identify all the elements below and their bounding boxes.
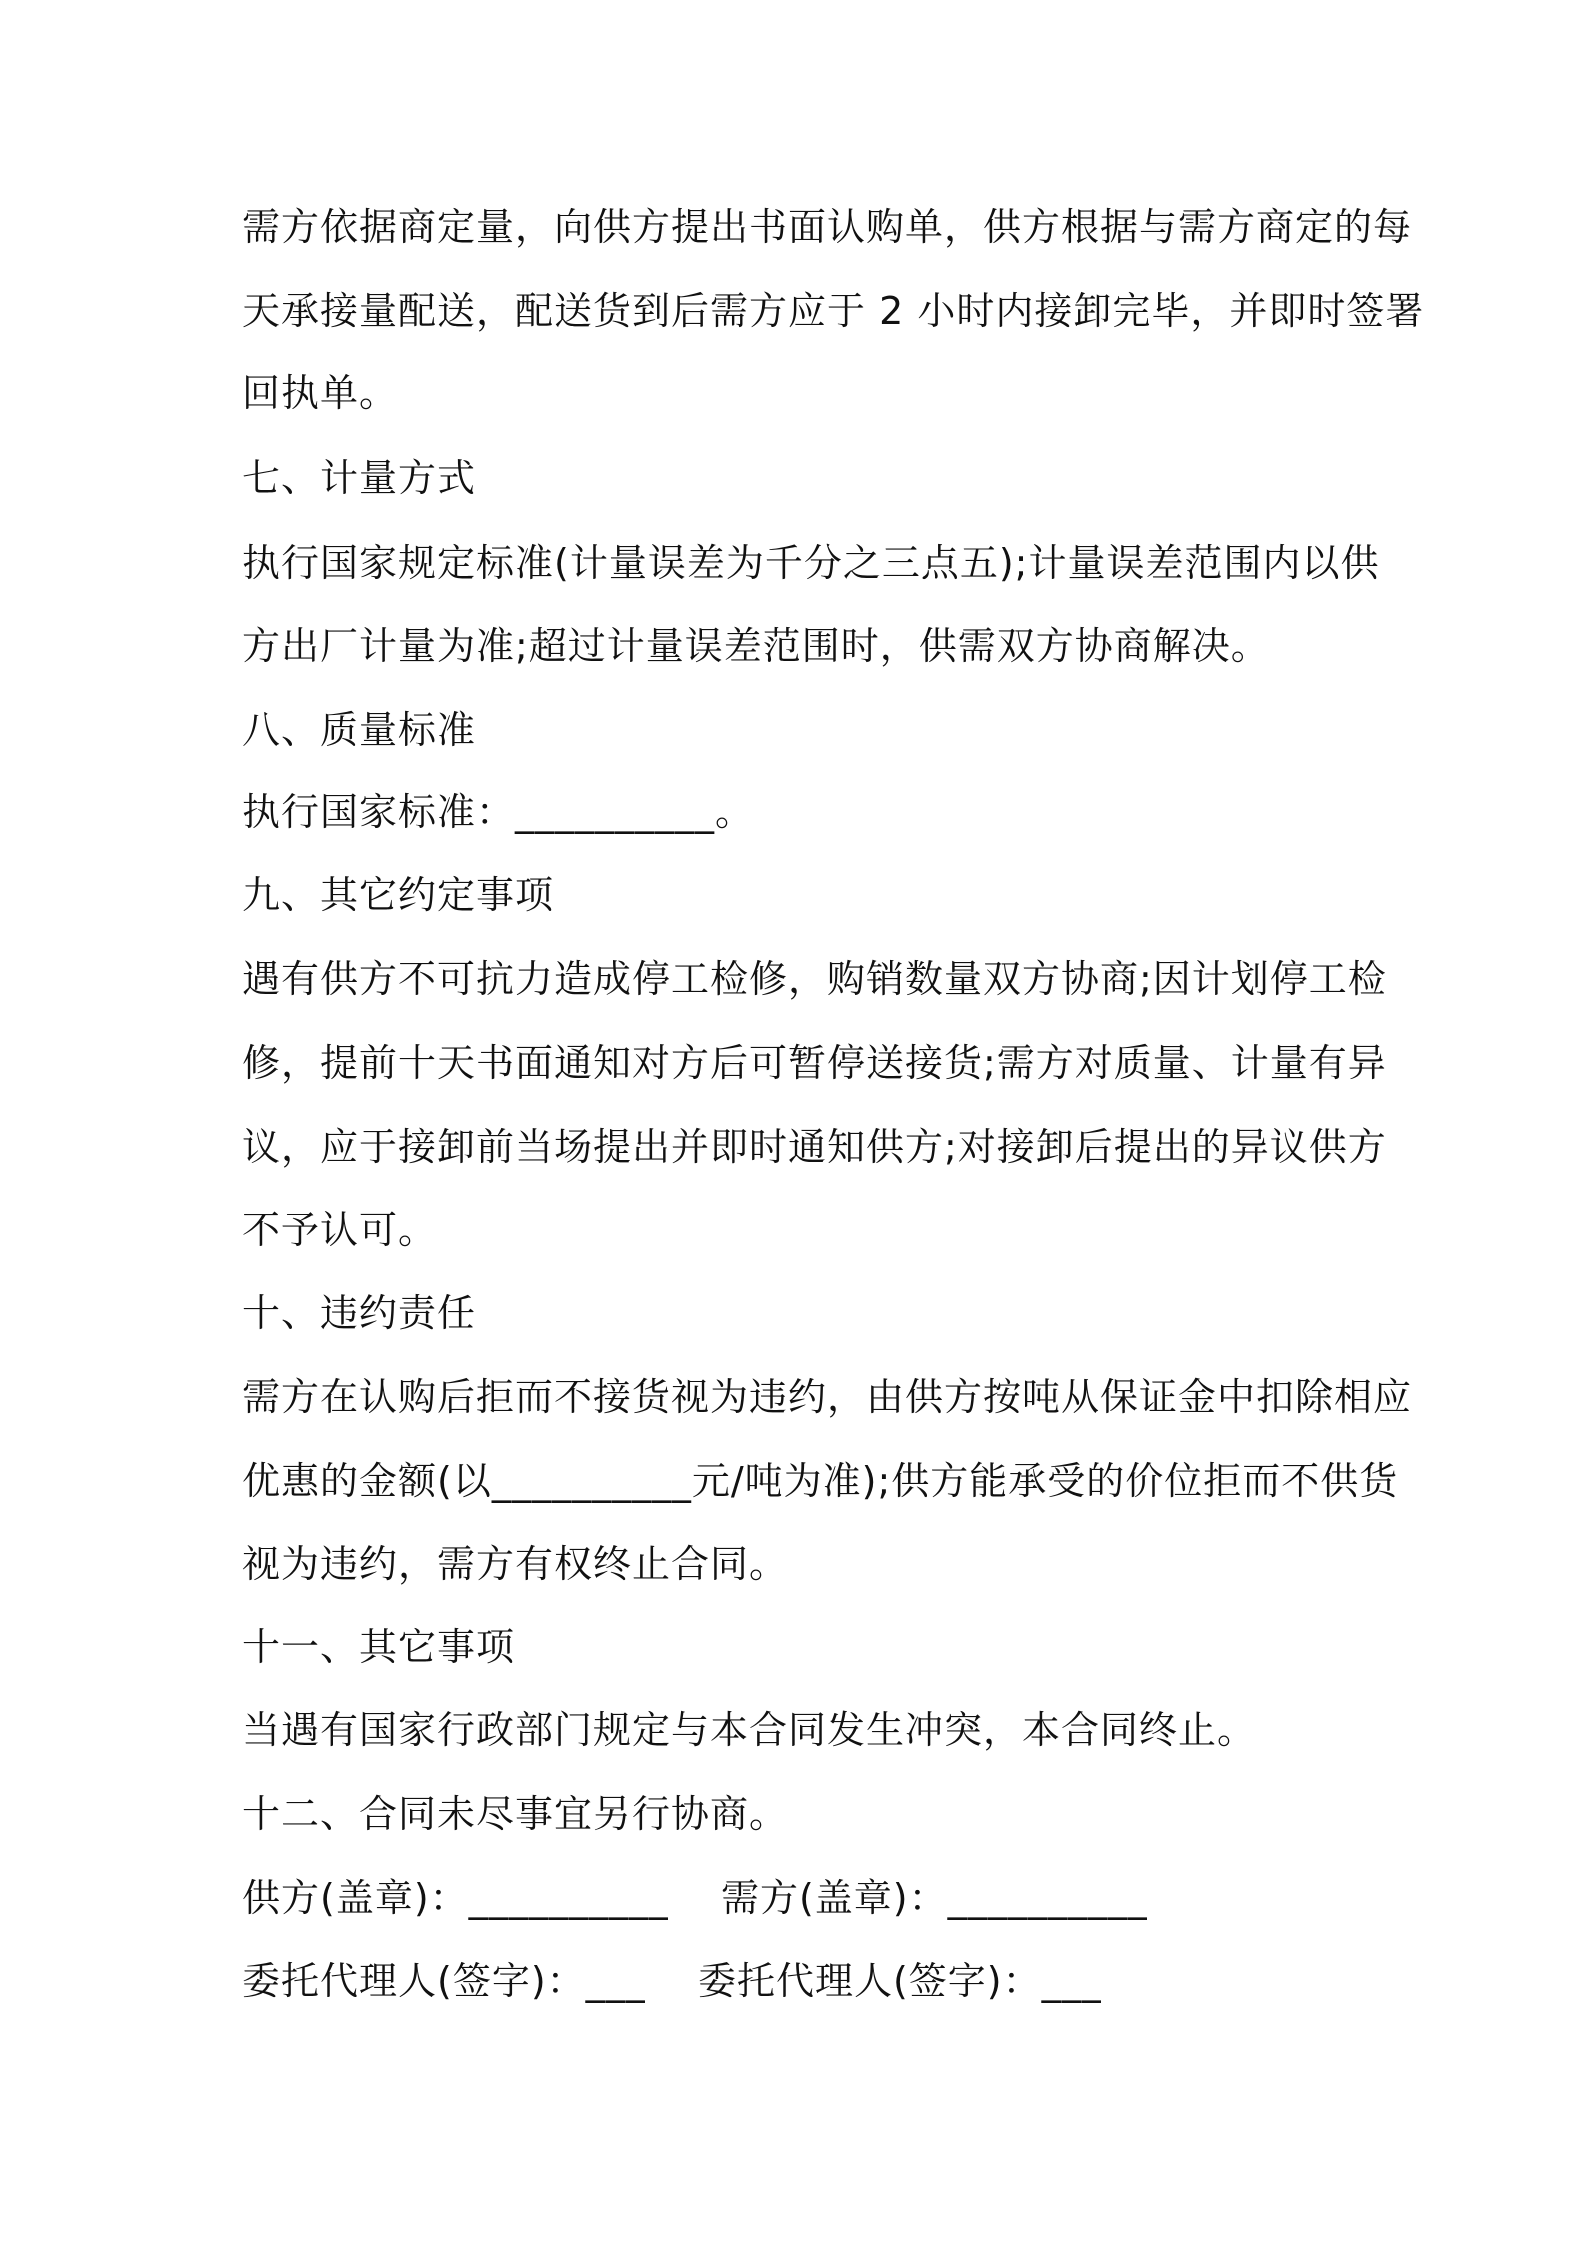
paragraph-line: 优惠的金额(以__________元/吨为准);供方能承受的价位拒而不供货 [242, 1459, 1399, 1503]
section-heading-11: 十一、其它事项 [242, 1625, 516, 1669]
section-heading-10: 十、违约责任 [242, 1291, 477, 1335]
signature-line-agent: 委托代理人(签字)：___ 委托代理人(签字)：___ [242, 1959, 1102, 2003]
paragraph-line: 需方在认购后拒而不接货视为违约，由供方按吨从保证金中扣除相应 [242, 1375, 1413, 1419]
signature-line-seal: 供方(盖章)：__________ 需方(盖章)：__________ [242, 1876, 1148, 1920]
section-heading-8: 八、质量标准 [242, 708, 477, 752]
paragraph-line: 修，提前十天书面通知对方后可暂停送接货;需方对质量、计量有异 [242, 1041, 1387, 1085]
paragraph-line: 执行国家标准：__________。 [242, 790, 755, 834]
paragraph-line: 方出厂计量为准;超过计量误差范围时，供需双方协商解决。 [242, 624, 1270, 668]
paragraph-line: 议，应于接卸前当场提出并即时通知供方;对接卸后提出的异议供方 [242, 1125, 1387, 1169]
paragraph-line: 天承接量配送，配送货到后需方应于 2 小时内接卸完毕，并即时签署 [242, 289, 1425, 333]
paragraph-line: 遇有供方不可抗力造成停工检修，购销数量双方协商;因计划停工检 [242, 957, 1387, 1001]
paragraph-line: 回执单。 [242, 371, 399, 415]
paragraph-line: 视为违约，需方有权终止合同。 [242, 1542, 789, 1586]
paragraph-line: 执行国家规定标准(计量误差为千分之三点五);计量误差范围内以供 [242, 541, 1380, 585]
paragraph-line: 需方依据商定量，向供方提出书面认购单，供方根据与需方商定的每 [242, 205, 1413, 249]
section-heading-12: 十二、合同未尽事宜另行协商。 [242, 1792, 789, 1836]
section-heading-7: 七、计量方式 [242, 456, 477, 500]
paragraph-line: 不予认可。 [242, 1208, 438, 1252]
section-heading-9: 九、其它约定事项 [242, 873, 555, 917]
paragraph-line: 当遇有国家行政部门规定与本合同发生冲突，本合同终止。 [242, 1708, 1257, 1752]
